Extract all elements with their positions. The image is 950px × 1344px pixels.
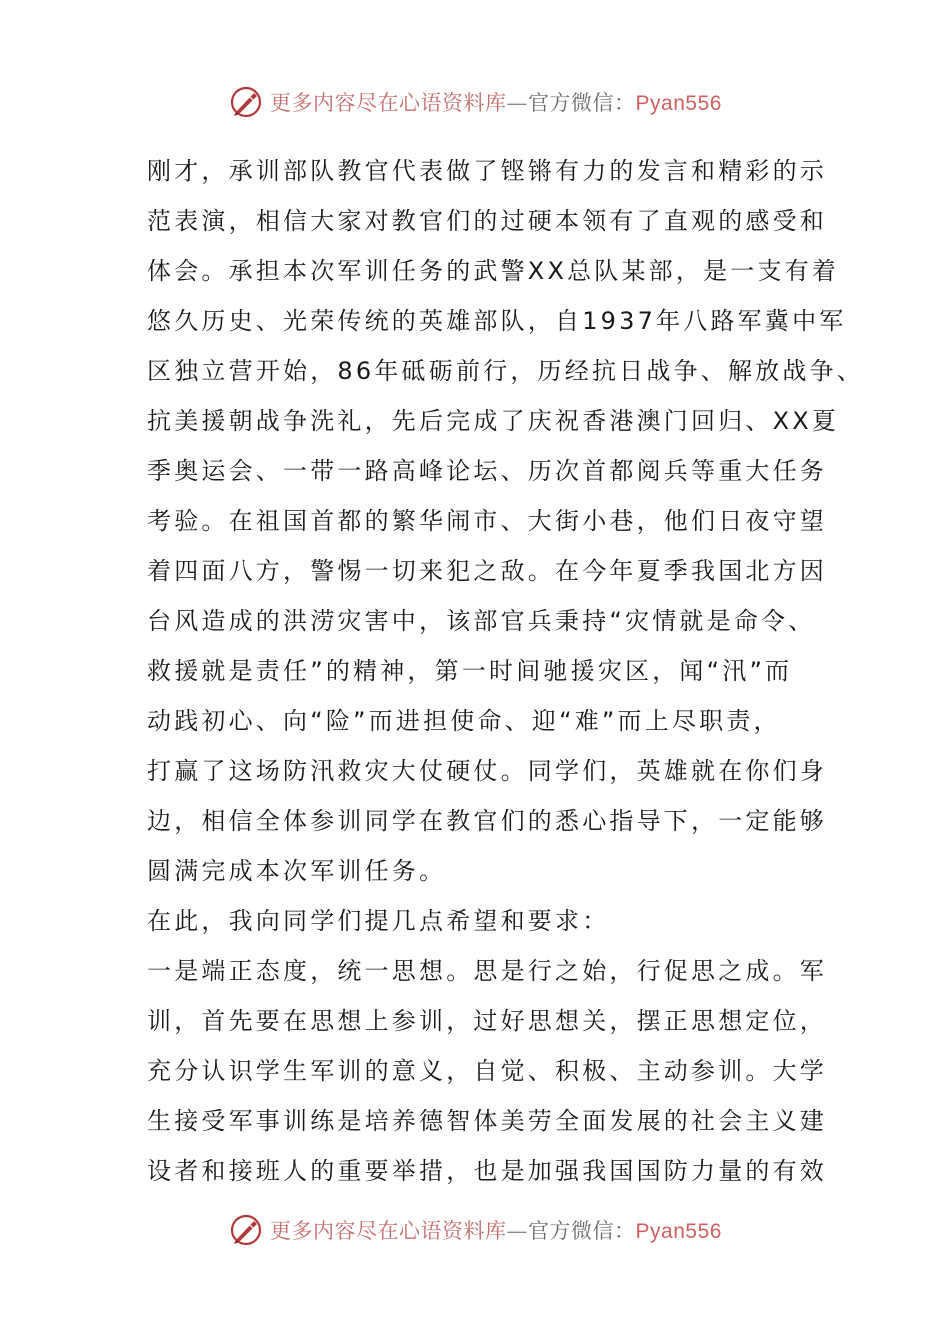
header-banner-separator: — bbox=[506, 91, 529, 115]
text-line: 圆满完成本次军训任务。 bbox=[147, 857, 447, 885]
header-wechat-handle: Pyan556 bbox=[635, 92, 722, 115]
text-line: 刚才，承训部队教官代表做了铿锵有力的发言和精彩的示 bbox=[147, 157, 827, 185]
text-line: 台风造成的洪涝灾害中，该部官兵秉持“灾情就是命令、 bbox=[147, 607, 816, 635]
pen-logo-icon bbox=[228, 84, 264, 120]
text-line: 悠久历史、光荣传统的英雄部队，自1937年八路军冀中军 bbox=[147, 307, 847, 335]
text-line: 设者和接班人的重要举措，也是加强我国国防力量的有效 bbox=[147, 1157, 827, 1185]
footer-banner bbox=[0, 1210, 950, 1250]
footer-banner-separator: — bbox=[506, 1219, 529, 1243]
text-line: 体会。承担本次军训任务的武警XX总队某部，是一支有着 bbox=[147, 257, 840, 285]
text-line: 训，首先要在思想上参训，过好思想关，摆正思想定位， bbox=[147, 1007, 827, 1035]
text-line: 区独立营开始，86年砥砺前行，历经抗日战争、解放战争、 bbox=[147, 357, 864, 385]
footer-banner-content bbox=[228, 1212, 722, 1248]
header-banner-main: 更多内容尽在心语资料库 bbox=[270, 91, 507, 115]
text-line: 生接受军事训练是培养德智体美劳全面发展的社会主义建 bbox=[147, 1107, 827, 1135]
text-line: 充分认识学生军训的意义，自觉、积极、主动参训。大学 bbox=[147, 1057, 827, 1085]
text-line: 在此，我向同学们提几点希望和要求： bbox=[147, 907, 610, 935]
footer-wechat-handle: Pyan556 bbox=[635, 1220, 722, 1243]
header-wechat-label: 官方微信： bbox=[528, 91, 636, 115]
text-line: 抗美援朝战争洗礼，先后完成了庆祝香港澳门回归、XX夏 bbox=[147, 407, 840, 435]
header-banner-text bbox=[270, 87, 722, 117]
text-line: 动践初心、向“险”而进担使命、迎“难”而上尽职责， bbox=[147, 707, 781, 735]
text-line: 一是端正态度，统一思想。思是行之始，行促思之成。军 bbox=[147, 957, 827, 985]
footer-banner-text bbox=[270, 1215, 722, 1245]
text-line: 范表演，相信大家对教官们的过硬本领有了直观的感受和 bbox=[147, 207, 827, 235]
text-line: 边，相信全体参训同学在教官们的悉心指导下，一定能够 bbox=[147, 807, 827, 835]
pen-logo-icon bbox=[228, 1212, 264, 1248]
text-line: 季奥运会、一带一路高峰论坛、历次首都阅兵等重大任务 bbox=[147, 457, 827, 485]
text-line: 救援就是责任”的精神，第一时间驰援灾区，闻“汛”而 bbox=[147, 657, 793, 685]
text-line: 考验。在祖国首都的繁华闹市、大街小巷，他们日夜守望 bbox=[147, 507, 827, 535]
header-banner bbox=[0, 82, 950, 122]
footer-wechat-label: 官方微信： bbox=[528, 1219, 636, 1243]
text-line: 打赢了这场防汛救灾大仗硬仗。同学们，英雄就在你们身 bbox=[147, 757, 827, 785]
header-banner-content bbox=[228, 84, 722, 120]
body-text bbox=[147, 146, 864, 1196]
footer-banner-main: 更多内容尽在心语资料库 bbox=[270, 1219, 507, 1243]
text-line: 着四面八方，警惕一切来犯之敌。在今年夏季我国北方因 bbox=[147, 557, 827, 585]
